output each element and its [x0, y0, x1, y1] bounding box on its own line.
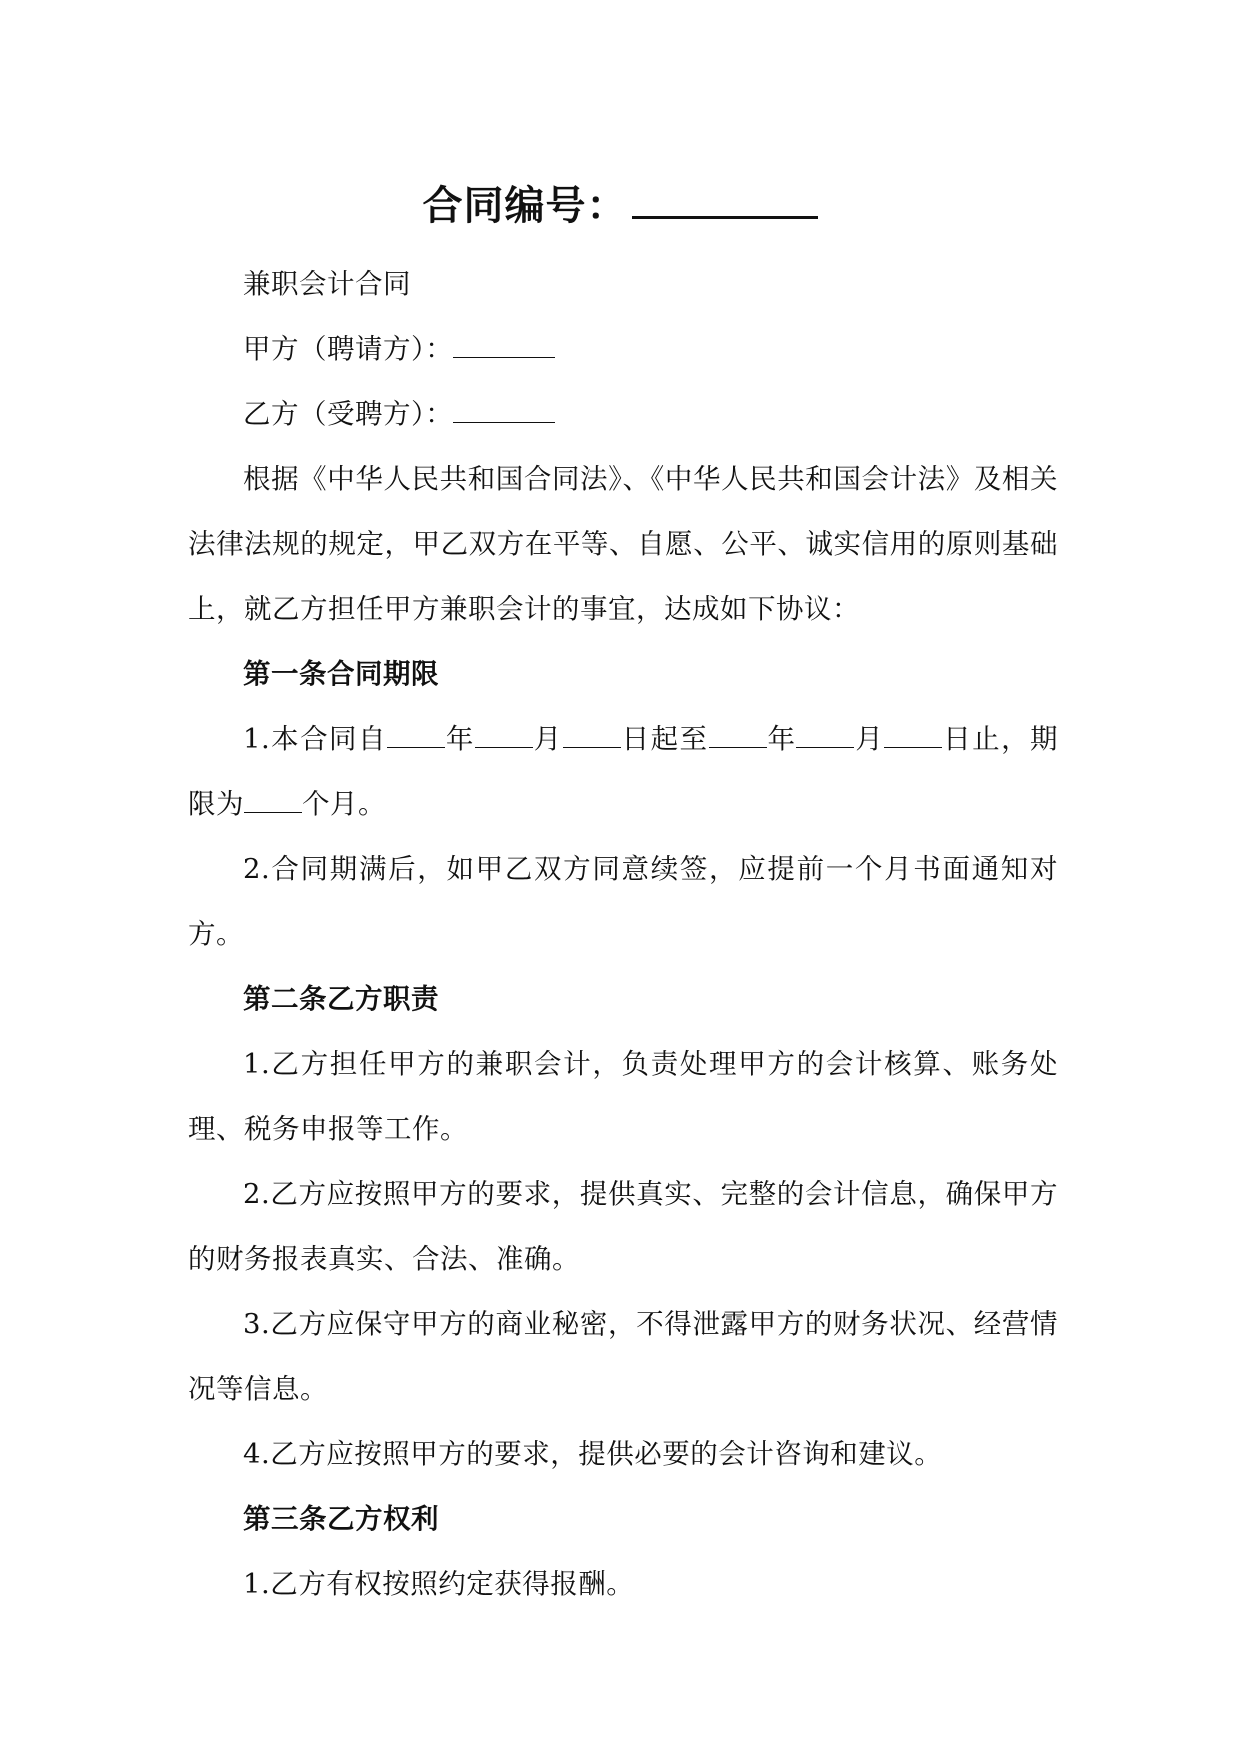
contract-body [188, 252, 1058, 1617]
a1i1-text-8: 个月。 [302, 788, 386, 820]
end-day-blank [884, 725, 942, 748]
party-a-line [188, 317, 1058, 382]
article1-heading: 第一条合同期限 [243, 658, 439, 690]
a1i1-text-5: 年 [766, 723, 797, 755]
article2-item1: 1.乙方担任甲方的兼职会计，负责处理甲方的会计核算、账务处理、税务申报等工作。 [188, 1048, 1058, 1145]
party-b-label: 乙方（受聘方）： [243, 398, 454, 430]
end-month-blank [796, 725, 854, 748]
document-name: 兼职会计合同 [243, 268, 411, 300]
article3-heading: 第三条乙方权利 [243, 1503, 439, 1535]
end-year-blank [709, 725, 767, 748]
contract-number-title [0, 176, 1240, 234]
start-day-blank [563, 725, 621, 748]
article1-item2: 2.合同期满后，如甲乙双方同意续签，应提前一个月书面通知对方。 [188, 853, 1058, 950]
title-text: 合同编号： [422, 183, 628, 229]
party-a-blank [453, 335, 555, 358]
contract-number-blank [632, 176, 818, 219]
article2-heading: 第二条乙方职责 [243, 983, 439, 1015]
party-b-blank [453, 400, 555, 423]
a1i1-text-1: 1.本合同自 [243, 723, 387, 755]
a1i1-text-6: 月 [854, 723, 885, 755]
a1i1-text-4: 日起至 [620, 723, 709, 755]
article3-item1: 1.乙方有权按照约定获得报酬。 [243, 1568, 635, 1600]
article1-item1 [188, 707, 1058, 837]
preamble-paragraph: 根据《中华人民共和国合同法》、《中华人民共和国会计法》及相关法律法规的规定，甲乙双方在平等、自愿、公平、诚实信用的原则基础上，就乙方担任甲方兼职会计的事宜，达成如下协议： [188, 463, 1058, 625]
article2-item2: 2.乙方应按照甲方的要求，提供真实、完整的会计信息，确保甲方的财务报表真实、合法、准确。 [188, 1178, 1058, 1275]
term-months-blank [244, 790, 302, 813]
party-a-label: 甲方（聘请方）： [243, 333, 454, 365]
start-month-blank [475, 725, 533, 748]
a1i1-text-7: 日止，期限为 [188, 723, 1059, 820]
a1i1-text-2: 年 [444, 723, 475, 755]
start-year-blank [387, 725, 445, 748]
party-b-line [188, 382, 1058, 447]
article2-item3: 3.乙方应保守甲方的商业秘密，不得泄露甲方的财务状况、经营情况等信息。 [188, 1308, 1058, 1405]
article2-item4: 4.乙方应按照甲方的要求，提供必要的会计咨询和建议。 [243, 1438, 943, 1470]
a1i1-text-3: 月 [532, 723, 563, 755]
